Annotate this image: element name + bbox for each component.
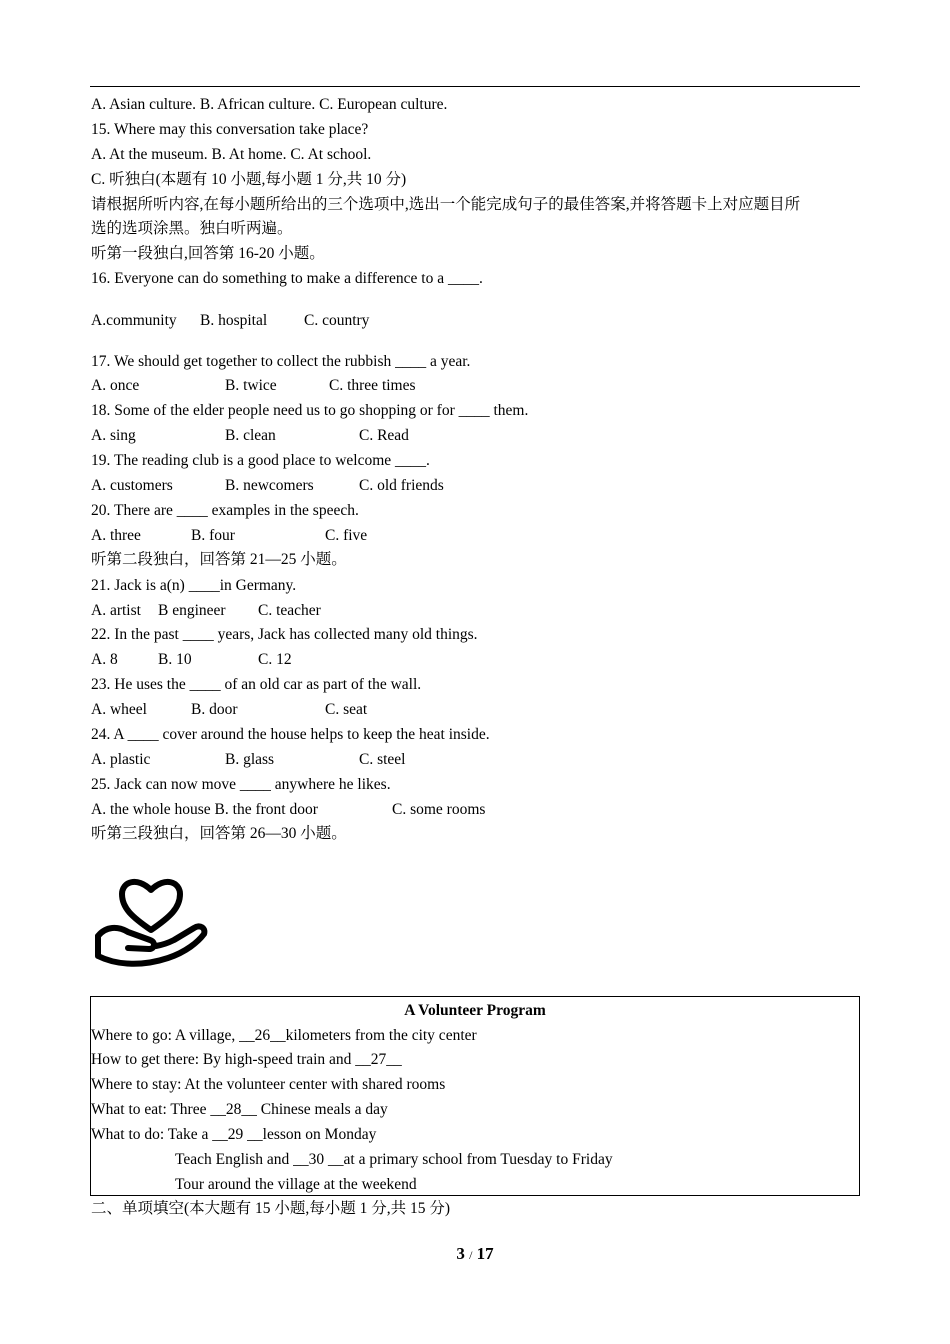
q25-options [91,800,485,820]
option-b: B. glass [225,751,275,768]
part-1-heading: 听第一段独白,回答第 16-20 小题。 [91,245,325,262]
option-b: B. hospital [200,312,268,329]
table-row: Where to go: A village, __26__kilometers from the city center [91,1027,477,1044]
option-c: C. three times [329,377,416,394]
option-c: C. five [325,527,368,544]
q23-options [91,700,367,720]
q16-options [91,311,369,331]
table-row: How to get there: By high-speed train and __27__ [91,1051,402,1068]
table-title: A Volunteer Program [404,1002,546,1019]
option-b: B. four [191,527,235,544]
q18-options [91,426,409,446]
instruction-line-1: 请根据所听内容,在每小题所给出的三个选项中,选出一个能完成句子的最佳答案,并将答题卡上对应题目所 [91,196,801,213]
option-a: A. once [91,377,140,394]
option-b: B. door [191,701,238,718]
q20-options [91,526,367,546]
question-17: 17. We should get together to collect the rubbish ____ a year. [91,353,471,370]
option-c: C. seat [325,701,368,718]
option-a: A. sing [91,427,136,444]
q21-options [91,601,321,621]
option-c: C. some rooms [392,801,486,818]
option-a: A. customers [91,477,173,494]
option-c: C. 12 [258,651,292,668]
option-b: B. twice [225,377,277,394]
header-rule [90,86,860,87]
part-2-heading: 听第二段独白，回答第 21—25 小题。 [91,551,347,568]
option-b: B engineer [158,602,226,619]
question-16: 16. Everyone can do something to make a difference to a ____. [91,270,483,287]
question-24: 24. A ____ cover around the house helps to keep the heat inside. [91,726,490,743]
option-c: C. country [304,312,370,329]
question-15: 15. Where may this conversation take place? [91,121,369,138]
page-total: 17 [476,1244,494,1263]
option-b: B. clean [225,427,276,444]
option-c: C. Read [359,427,409,444]
q14-options: A. Asian culture. B. African culture. C. European culture. [91,96,448,113]
q22-options [91,650,292,670]
question-22: 22. In the past ____ years, Jack has collected many old things. [91,626,478,643]
q17-options [91,376,416,396]
option-c: C. old friends [359,477,444,494]
question-20: 20. There are ____ examples in the speech. [91,502,359,519]
question-19: 19. The reading club is a good place to welcome ____. [91,452,430,469]
option-b: B. 10 [158,651,192,668]
question-18: 18. Some of the elder people need us to go shopping or for ____ them. [91,402,529,419]
option-a: A. artist [91,602,141,619]
instruction-line-2: 选的选项涂黑。独白听两遍。 [91,220,293,237]
option-a: A. wheel [91,701,147,718]
option-a: A. three [91,527,141,544]
table-row: Teach English and __30 __at a primary school from Tuesday to Friday [175,1151,613,1168]
table-row: Tour around the village at the weekend [175,1176,417,1193]
table-row: What to do: Take a __29 __lesson on Monday [91,1126,377,1143]
option-a: A. 8 [91,651,118,668]
option-c: C. teacher [258,602,321,619]
heart-in-hand-icon [92,872,210,970]
option-a: A. plastic [91,751,151,768]
question-21: 21. Jack is a(n) ____in Germany. [91,577,297,594]
page-separator: / [469,1248,473,1262]
page-number [0,1244,950,1264]
option-a-b: A. the whole house B. the front door [91,801,318,818]
option-a: A.community [91,312,177,329]
section-c-heading: C. 听独白(本题有 10 小题,每小题 1 分,共 10 分) [91,171,407,188]
q24-options [91,750,406,770]
section-2-heading: 二、单项填空(本大题有 15 小题,每小题 1 分,共 15 分) [91,1200,451,1217]
q15-options: A. At the museum. B. At home. C. At school. [91,146,372,163]
volunteer-program-table [90,996,860,1196]
table-row: Where to stay: At the volunteer center with shared rooms [91,1076,446,1093]
table-row: What to eat: Three __28__ Chinese meals a day [91,1101,388,1118]
part-3-heading: 听第三段独白，回答第 26—30 小题。 [91,825,347,842]
q19-options [91,476,444,496]
question-23: 23. He uses the ____ of an old car as part of the wall. [91,676,422,693]
option-c: C. steel [359,751,406,768]
option-b: B. newcomers [225,477,314,494]
page-current: 3 [456,1244,465,1263]
question-25: 25. Jack can now move ____ anywhere he likes. [91,776,391,793]
